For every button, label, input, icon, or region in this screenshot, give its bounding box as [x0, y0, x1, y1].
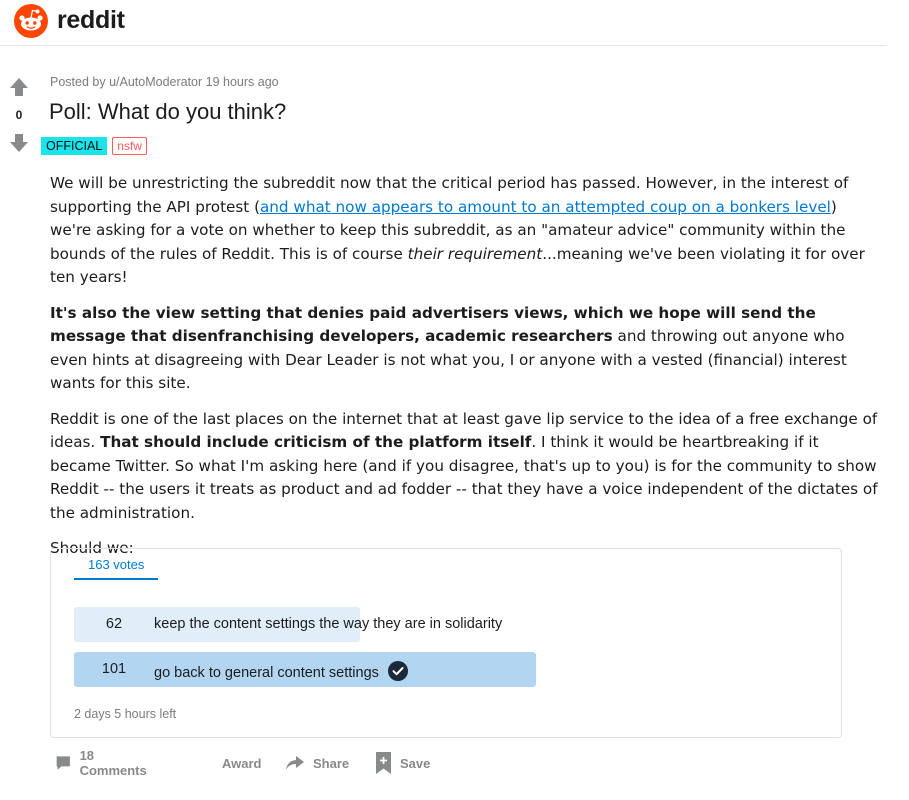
vote-score: 0 [15, 108, 23, 122]
body-text: and throwing out anyone who even hints at disagreeing with Dear Leader is not what you, I or anyone with a vested (financial) interest wants for this site. [50, 327, 847, 392]
award-label: Award [222, 755, 262, 771]
poll-option[interactable] [74, 607, 536, 642]
comments-count-label: 18 Comments [79, 748, 147, 778]
poll-option-label-wrap [154, 661, 408, 681]
post-body [50, 172, 882, 573]
share-label: Share [313, 755, 350, 771]
post-title[interactable]: Poll: What do you think? [49, 99, 287, 124]
comment-bubble-icon [55, 753, 72, 773]
downvote-arrow-icon[interactable] [8, 132, 30, 154]
award-button[interactable] [222, 751, 262, 775]
body-paragraph-3 [50, 408, 882, 526]
poll-time-left: 2 days 5 hours left [74, 707, 177, 721]
body-text: Reddit is one of the last places on the internet that at least gave lip service to the idea of a free exchange of ideas. [50, 409, 878, 451]
body-italic-text: their requirement [407, 244, 543, 263]
save-label: Save [400, 755, 431, 771]
poll-option-count: 62 [105, 616, 123, 632]
check-circle-icon [388, 661, 408, 681]
body-bold-text: It's also the view setting that denies paid advertisers views, which we hope will send the message that disenfranchising developers, academic researchers [50, 303, 816, 345]
poll-option-count: 101 [101, 661, 127, 677]
poll-option-selected[interactable] [74, 652, 536, 687]
nsfw-badge: nsfw [112, 137, 147, 155]
share-button[interactable] [285, 751, 349, 775]
save-bookmark-icon [375, 751, 392, 775]
flair-official-badge[interactable]: OFFICIAL [41, 137, 107, 155]
comments-button[interactable] [55, 748, 150, 778]
body-paragraph-2 [50, 302, 882, 396]
body-paragraph-4: Should we: [50, 539, 134, 557]
upvote-arrow-icon[interactable] [8, 76, 30, 98]
coup-article-link[interactable]: and what now appears to amount to an attempted coup on a bonkers level [260, 197, 831, 216]
body-text: We will be unrestricting the subreddit now that the critical period has passed. However, in the interest of supporting the API protest ( [50, 174, 849, 216]
poll-option-label: go back to general content settings [154, 665, 379, 681]
post-flairs [41, 137, 147, 155]
brand-wordmark[interactable]: reddit [57, 6, 125, 34]
body-text: ) we're asking for a vote on whether to keep this subreddit, as an "amateur advice" community within the bounds of the rules of Reddit. This is of course [50, 197, 846, 263]
post-meta: Posted by u/AutoModerator 19 hours ago [50, 75, 279, 89]
site-header [0, 0, 887, 46]
poll-option-label: keep the content settings the way they are in solidarity [154, 616, 503, 632]
poll-widget [50, 548, 842, 738]
share-arrow-icon [285, 753, 305, 773]
save-button[interactable] [375, 751, 430, 775]
poll-votes-tab[interactable]: 163 votes [74, 557, 158, 580]
body-text: ...meaning we've been violating it for over ten years! [50, 244, 865, 286]
body-bold-text: That should include criticism of the platform itself [100, 433, 532, 451]
body-text: . I think it would be heartbreaking if it became Twitter. So what I'm asking here (and if you disagree, that's up to you) is for the community to show Reddit -- the users it treats as product and ad fodder -- that they have a voice independent of the dictates of the administration. [50, 433, 878, 522]
snoo-logo-icon[interactable] [14, 4, 48, 38]
body-paragraph-1 [50, 172, 882, 290]
